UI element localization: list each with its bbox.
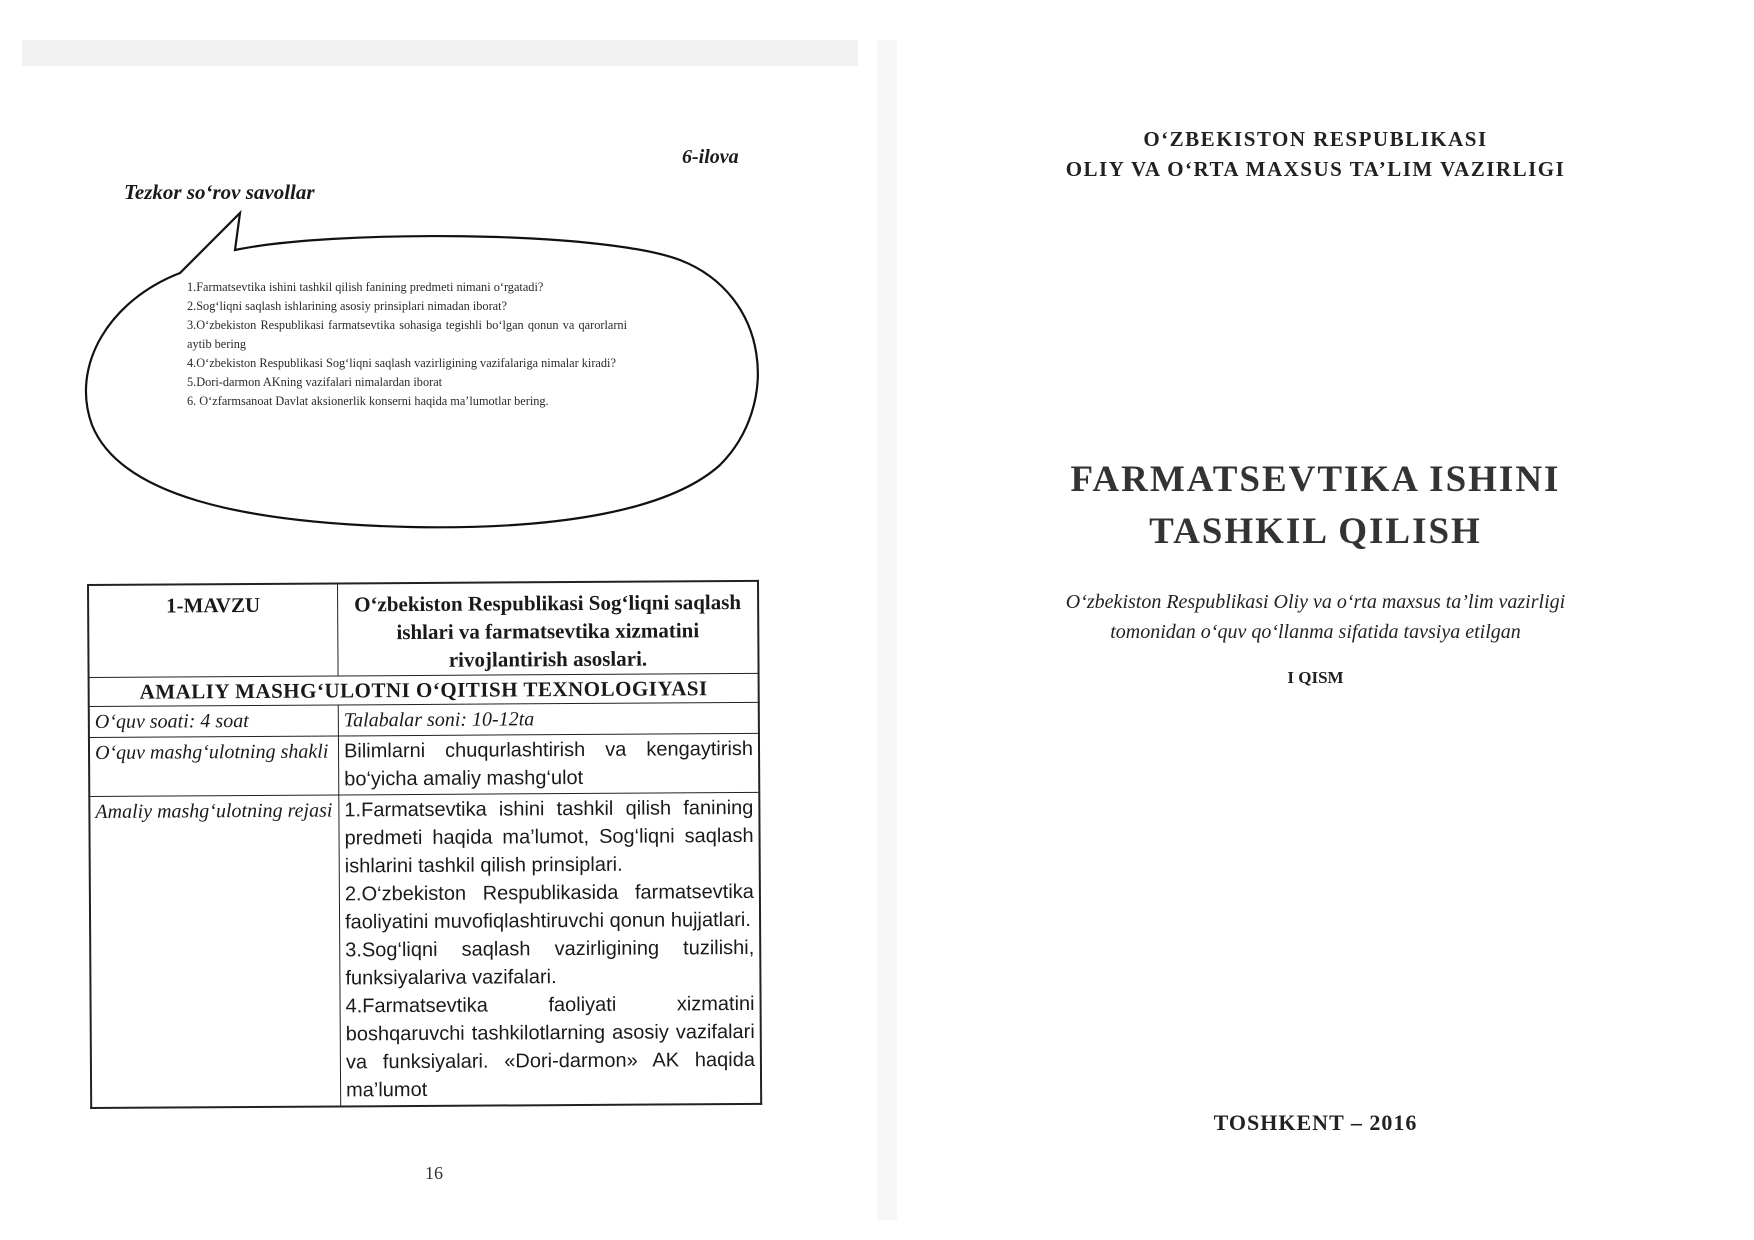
part-label: I QISM xyxy=(1287,668,1344,687)
recommendation-line: O‘zbekiston Respublikasi Oliy va o‘rta maxsus ta’lim vazirligi xyxy=(1065,591,1566,613)
table-row xyxy=(89,792,761,1108)
question-item: 5.Dori-darmon AKning vazifalari nimalardan iborat xyxy=(187,375,443,389)
quiz-title: Tezkor so‘rov savollar xyxy=(124,180,315,204)
plan-item: 3.Sog‘liqni saqlash vazirligining tuzilishi, funksiyalariva vazifalari. xyxy=(345,936,755,990)
students-label: Talabalar soni: 10-12ta xyxy=(338,702,759,736)
lesson-plan-table xyxy=(87,580,762,1109)
topic-code: 1-MAVZU xyxy=(88,583,338,677)
title-line: FARMATSEVTIKA ISHINI xyxy=(1070,459,1561,500)
question-item: 2.Sog‘liqni saqlash ishlarining asosiy prinsiplari nimadan iborat? xyxy=(187,299,508,313)
question-item: 4.O‘zbekiston Respublikasi Sog‘liqni saqlash vazirligining vazifalariga nimalar kiradi? xyxy=(187,356,616,370)
plan-label: Amaliy mashg‘ulotning rejasi xyxy=(89,795,340,1108)
recommendation-text xyxy=(877,587,1754,647)
question-item: 3.O‘zbekiston Respublikasi farmatsevtika sohasiga tegishli bo‘lgan qonun va qarorlarni aytib bering xyxy=(187,318,627,351)
question-item: 1.Farmatsevtika ishini tashkil qilish fanining predmeti nimani o‘rgatadi? xyxy=(187,280,544,294)
scan-shadow-top xyxy=(22,40,858,66)
recommendation-line: tomonidan o‘quv qo‘llanma sifatida tavsiya etilgan xyxy=(1110,621,1521,643)
plan-item: 4.Farmatsevtika faoliyati xizmatini boshqaruvchi tashkilotlarning asosiy vazifalari va funksiyalari. «Dori-darmon» AK haqida ma’lumot xyxy=(345,992,755,1102)
title-line: TASHKIL QILISH xyxy=(1149,511,1482,552)
ministry-line: O‘ZBEKISTON RESPUBLIKASI xyxy=(1143,127,1488,151)
table-row xyxy=(89,733,759,796)
topic-title: O‘zbekiston Respublikasi Sog‘liqni saqlash ishlari va farmatsevtika xizmatini rivojlantirish asoslari. xyxy=(338,581,759,676)
question-item: 6. O‘zfarmsanoat Davlat aksionerlik konserni haqida ma’lumotlar bering. xyxy=(187,394,549,408)
table-row xyxy=(89,673,759,706)
city-year: TOSHKENT – 2016 xyxy=(1213,1110,1418,1135)
table-row xyxy=(88,581,759,678)
ministry-heading xyxy=(877,124,1754,184)
form-label: O‘quv mashg‘ulotning shakli xyxy=(89,736,339,797)
page-number: 16 xyxy=(425,1163,443,1183)
form-value: Bilimlarni chuqurlashtirish va kengaytirish bo‘yicha amaliy mashg‘ulot xyxy=(338,733,759,795)
question-list xyxy=(187,278,627,411)
plan-item: 2.O‘zbekiston Respublikasida farmatsevtika faoliyatini muvofiqlashtiruvchi qonun hujjatlari. xyxy=(344,880,754,934)
hours-label: O‘quv soati: 4 soat xyxy=(89,705,339,738)
technology-header: AMALIY MASHG‘ULOTNI O‘QITISH TEXNOLOGIYASI xyxy=(89,673,759,706)
appendix-label: 6-ilova xyxy=(682,146,739,168)
plan-item: 1.Farmatsevtika ishini tashkil qilish fanining predmeti haqida ma’lumot, Sog‘liqni saqlash ishlarini tashkil qilish prinsiplari. xyxy=(344,796,754,878)
plan-cell xyxy=(339,792,761,1106)
table-row xyxy=(89,702,759,737)
ministry-line: OLIY VA O‘RTA MAXSUS TA’LIM VAZIRLIGI xyxy=(1065,157,1566,181)
book-title xyxy=(877,454,1754,558)
